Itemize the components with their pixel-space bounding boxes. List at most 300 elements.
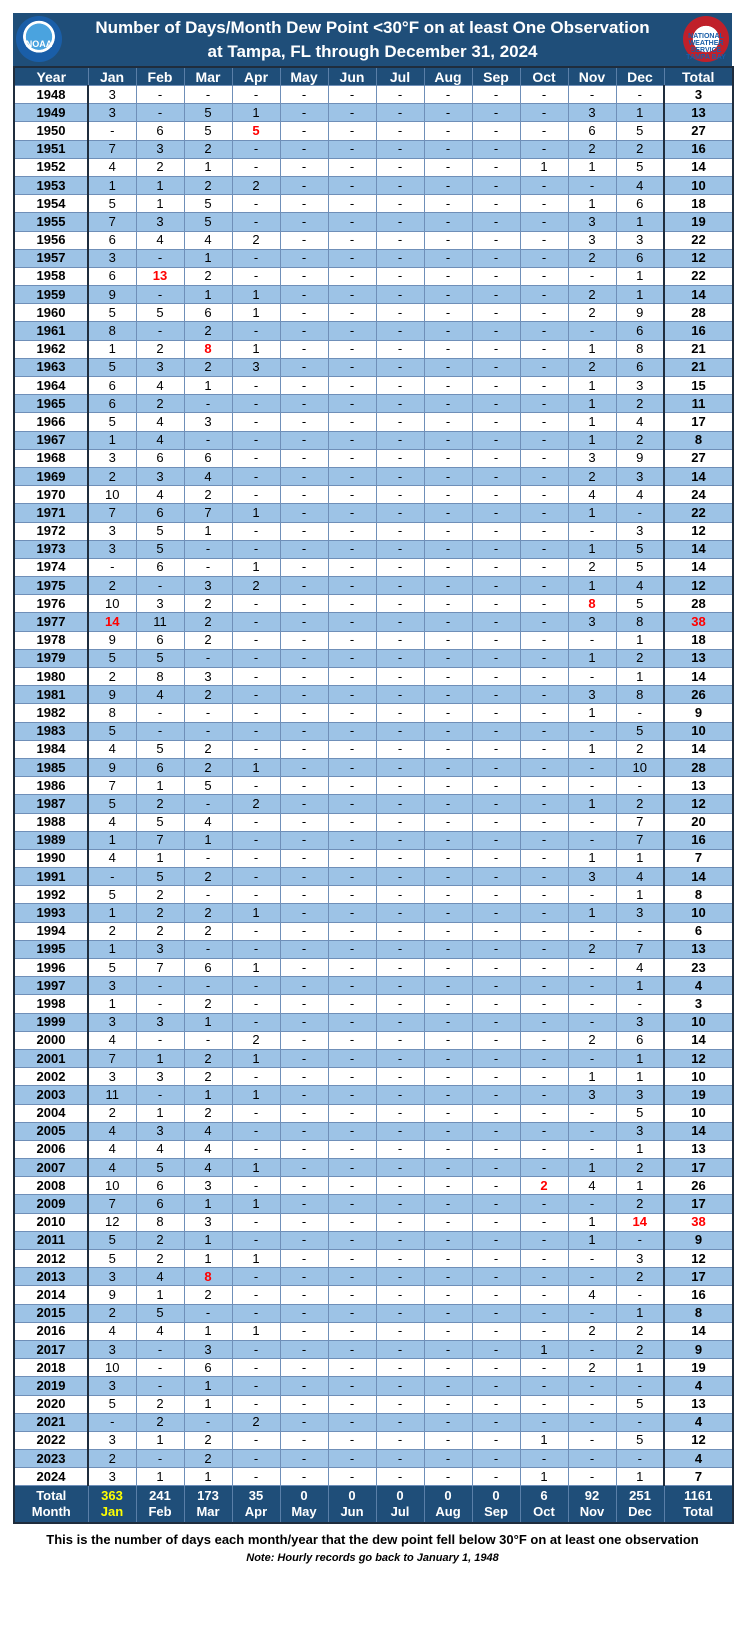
month-cell: 1	[616, 1177, 664, 1195]
year-cell: 1964	[14, 377, 88, 395]
month-cell: 12	[88, 1213, 136, 1231]
month-cell: -	[520, 995, 568, 1013]
month-cell: 4	[616, 577, 664, 595]
month-cell: 3	[616, 231, 664, 249]
table-row	[14, 467, 733, 485]
month-cell: 3	[136, 213, 184, 231]
header-oct: Oct	[520, 67, 568, 86]
month-cell: -	[376, 304, 424, 322]
month-cell: -	[568, 86, 616, 104]
month-cell: -	[424, 377, 472, 395]
month-cell: 1	[136, 1431, 184, 1449]
month-cell: -	[328, 1268, 376, 1286]
month-cell: -	[472, 868, 520, 886]
month-cell: -	[424, 158, 472, 176]
year-total-cell: 14	[664, 540, 733, 558]
month-cell: -	[520, 558, 568, 576]
month-cell: 4	[136, 486, 184, 504]
month-cell: -	[328, 395, 376, 413]
month-cell: -	[568, 1304, 616, 1322]
month-cell: -	[280, 995, 328, 1013]
month-cell: -	[520, 340, 568, 358]
month-cell: -	[616, 777, 664, 795]
month-cell: 2	[88, 467, 136, 485]
month-cell: -	[136, 577, 184, 595]
month-cell: 1	[136, 195, 184, 213]
month-cell: 2	[184, 358, 232, 376]
month-cell: -	[376, 1122, 424, 1140]
month-cell: -	[376, 977, 424, 995]
month-cell: -	[520, 1086, 568, 1104]
month-cell: -	[232, 613, 280, 631]
month-cell: -	[472, 922, 520, 940]
month-cell: 3	[88, 1013, 136, 1031]
year-cell: 2001	[14, 1049, 88, 1067]
month-cell: 2	[568, 140, 616, 158]
month-cell: 1	[568, 904, 616, 922]
month-cell: -	[328, 1159, 376, 1177]
month-cell: -	[424, 104, 472, 122]
month-cell: -	[280, 104, 328, 122]
month-cell: -	[520, 722, 568, 740]
month-cell: -	[328, 868, 376, 886]
month-cell: -	[376, 195, 424, 213]
month-cell: -	[424, 231, 472, 249]
month-cell: -	[376, 1177, 424, 1195]
month-cell: -	[232, 1177, 280, 1195]
month-cell: 1	[184, 522, 232, 540]
month-cell: 5	[616, 595, 664, 613]
table-row	[14, 322, 733, 340]
month-cell: 2	[184, 1049, 232, 1067]
year-total-cell: 12	[664, 1431, 733, 1449]
month-cell: -	[472, 1250, 520, 1268]
month-cell: -	[520, 104, 568, 122]
footer-total-cell	[520, 1486, 568, 1524]
month-cell: 2	[136, 904, 184, 922]
month-cell: -	[520, 195, 568, 213]
month-cell: -	[616, 922, 664, 940]
month-cell: -	[280, 1431, 328, 1449]
month-cell: -	[136, 1377, 184, 1395]
month-cell: -	[232, 1213, 280, 1231]
month-cell: -	[328, 540, 376, 558]
month-cell: -	[328, 1195, 376, 1213]
month-cell: -	[280, 1122, 328, 1140]
month-cell: -	[424, 1340, 472, 1358]
month-cell: -	[328, 1122, 376, 1140]
month-cell: 1	[568, 1231, 616, 1249]
year-cell: 2017	[14, 1340, 88, 1358]
month-cell: -	[472, 1140, 520, 1158]
month-cell: 2	[616, 395, 664, 413]
month-cell: -	[232, 195, 280, 213]
month-cell: -	[376, 922, 424, 940]
month-cell: -	[520, 1013, 568, 1031]
month-cell: -	[424, 1086, 472, 1104]
table-row	[14, 267, 733, 285]
table-row	[14, 304, 733, 322]
month-cell: -	[472, 1431, 520, 1449]
year-total-cell: 10	[664, 1068, 733, 1086]
month-cell: -	[472, 449, 520, 467]
month-cell: 3	[136, 467, 184, 485]
month-cell: 14	[88, 613, 136, 631]
month-cell: -	[184, 940, 232, 958]
month-cell: -	[520, 231, 568, 249]
month-cell: -	[568, 777, 616, 795]
month-cell: -	[520, 649, 568, 667]
year-total-cell: 38	[664, 1213, 733, 1231]
year-cell: 1974	[14, 558, 88, 576]
table-row	[14, 613, 733, 631]
month-cell: -	[424, 213, 472, 231]
month-cell: 6	[136, 758, 184, 776]
month-cell: -	[472, 540, 520, 558]
month-cell: 4	[136, 413, 184, 431]
month-cell: 2	[184, 267, 232, 285]
month-cell: 4	[136, 1140, 184, 1158]
year-cell: 1998	[14, 995, 88, 1013]
footer-label	[14, 1486, 88, 1524]
month-cell: 5	[616, 1104, 664, 1122]
year-total-cell: 7	[664, 849, 733, 867]
year-total-cell: 14	[664, 868, 733, 886]
year-cell: 1988	[14, 813, 88, 831]
month-cell: 1	[184, 831, 232, 849]
month-cell: -	[520, 413, 568, 431]
month-cell: -	[280, 304, 328, 322]
month-cell: -	[328, 449, 376, 467]
month-cell: -	[424, 140, 472, 158]
month-cell: -	[424, 959, 472, 977]
month-cell: 1	[232, 304, 280, 322]
year-total-cell: 14	[664, 740, 733, 758]
month-cell: 4	[568, 486, 616, 504]
month-cell: 2	[616, 1268, 664, 1286]
month-cell: -	[328, 176, 376, 194]
footer-month-label: Aug	[435, 1504, 461, 1520]
month-cell: -	[472, 467, 520, 485]
month-cell: 3	[616, 467, 664, 485]
month-cell: -	[328, 340, 376, 358]
footer-total-cell	[568, 1486, 616, 1524]
month-cell: -	[328, 777, 376, 795]
year-cell: 1981	[14, 686, 88, 704]
footer-month-label: Apr	[244, 1504, 268, 1520]
table-row	[14, 395, 733, 413]
month-cell: 8	[616, 686, 664, 704]
month-cell: 3	[616, 1250, 664, 1268]
month-cell: -	[280, 140, 328, 158]
month-cell: -	[568, 322, 616, 340]
month-cell: 10	[616, 758, 664, 776]
year-cell: 2006	[14, 1140, 88, 1158]
month-cell: -	[520, 140, 568, 158]
year-cell: 2010	[14, 1213, 88, 1231]
month-cell: -	[424, 340, 472, 358]
month-cell: -	[232, 1122, 280, 1140]
month-cell: -	[424, 722, 472, 740]
month-cell: -	[568, 267, 616, 285]
month-cell: -	[472, 1322, 520, 1340]
year-total-cell: 8	[664, 431, 733, 449]
year-cell: 2005	[14, 1122, 88, 1140]
month-cell: -	[280, 922, 328, 940]
month-cell: -	[376, 649, 424, 667]
month-cell: 5	[616, 158, 664, 176]
month-cell: -	[472, 740, 520, 758]
year-total-cell: 12	[664, 1250, 733, 1268]
month-cell: 6	[136, 1177, 184, 1195]
month-cell: -	[424, 504, 472, 522]
month-cell: -	[232, 140, 280, 158]
month-cell: -	[472, 1086, 520, 1104]
month-cell: -	[328, 649, 376, 667]
month-cell: -	[568, 1013, 616, 1031]
month-cell: -	[616, 1377, 664, 1395]
month-cell: -	[520, 467, 568, 485]
table-row	[14, 158, 733, 176]
month-cell: -	[520, 831, 568, 849]
footer-month-label: Jan	[100, 1504, 124, 1520]
footer-label-bottom: Month	[31, 1504, 71, 1520]
month-cell: -	[616, 1286, 664, 1304]
table-row	[14, 595, 733, 613]
year-total-cell: 19	[664, 1359, 733, 1377]
month-cell: -	[520, 886, 568, 904]
month-cell: -	[472, 86, 520, 104]
month-cell: -	[520, 795, 568, 813]
month-cell: 1	[88, 176, 136, 194]
month-cell: -	[424, 1122, 472, 1140]
year-cell: 2003	[14, 1086, 88, 1104]
year-total-cell: 12	[664, 577, 733, 595]
month-cell: -	[520, 304, 568, 322]
month-cell: 1	[136, 1286, 184, 1304]
year-cell: 1958	[14, 267, 88, 285]
month-cell: -	[328, 1250, 376, 1268]
month-cell: 1	[232, 104, 280, 122]
month-cell: 1	[616, 849, 664, 867]
month-cell: -	[136, 1340, 184, 1358]
table-row	[14, 86, 733, 104]
year-total-cell: 23	[664, 959, 733, 977]
month-cell: -	[280, 1450, 328, 1468]
month-cell: -	[280, 1231, 328, 1249]
year-total-cell: 17	[664, 1268, 733, 1286]
month-cell: -	[328, 1068, 376, 1086]
month-cell: 6	[616, 249, 664, 267]
month-cell: 3	[616, 377, 664, 395]
month-cell: -	[472, 813, 520, 831]
month-cell: 4	[616, 486, 664, 504]
month-cell: 3	[88, 1377, 136, 1395]
month-cell: -	[280, 467, 328, 485]
month-cell: -	[424, 1231, 472, 1249]
month-cell: -	[568, 1468, 616, 1486]
month-cell: -	[568, 722, 616, 740]
month-cell: -	[280, 1268, 328, 1286]
month-cell: -	[328, 431, 376, 449]
month-cell: -	[376, 1013, 424, 1031]
month-cell: 2	[88, 577, 136, 595]
month-cell: -	[520, 449, 568, 467]
month-cell: -	[280, 1413, 328, 1431]
month-cell: 4	[184, 467, 232, 485]
month-cell: -	[472, 1195, 520, 1213]
month-cell: -	[424, 86, 472, 104]
month-cell: -	[376, 358, 424, 376]
month-cell: -	[376, 613, 424, 631]
month-cell: -	[328, 631, 376, 649]
month-cell: 2	[568, 1359, 616, 1377]
month-cell: -	[376, 1049, 424, 1067]
year-total-cell: 12	[664, 522, 733, 540]
month-cell: 1	[568, 540, 616, 558]
month-cell: 9	[88, 1286, 136, 1304]
month-cell: -	[232, 649, 280, 667]
month-cell: -	[376, 1086, 424, 1104]
month-cell: -	[280, 431, 328, 449]
year-total-cell: 22	[664, 267, 733, 285]
month-cell: 3	[616, 1086, 664, 1104]
month-cell: -	[376, 1286, 424, 1304]
year-total-cell: 12	[664, 795, 733, 813]
month-cell: -	[520, 176, 568, 194]
month-cell: -	[568, 1450, 616, 1468]
table-row	[14, 176, 733, 194]
month-cell: -	[376, 158, 424, 176]
month-cell: 4	[616, 959, 664, 977]
month-cell: 8	[136, 1213, 184, 1231]
month-cell: -	[328, 377, 376, 395]
month-cell: -	[280, 449, 328, 467]
year-cell: 1969	[14, 467, 88, 485]
month-cell: 6	[184, 304, 232, 322]
month-cell: -	[280, 868, 328, 886]
month-cell: -	[424, 977, 472, 995]
month-cell: -	[520, 849, 568, 867]
month-cell: 7	[88, 213, 136, 231]
table-row	[14, 1104, 733, 1122]
footer-total-cell	[184, 1486, 232, 1524]
month-cell: -	[472, 904, 520, 922]
month-cell: 1	[184, 249, 232, 267]
month-cell: 11	[88, 1086, 136, 1104]
month-cell: -	[232, 1359, 280, 1377]
month-cell: -	[232, 158, 280, 176]
year-cell: 1960	[14, 304, 88, 322]
month-cell: -	[424, 1322, 472, 1340]
month-cell: -	[376, 831, 424, 849]
month-cell: 5	[88, 886, 136, 904]
table-row	[14, 1231, 733, 1249]
month-cell: 1	[88, 431, 136, 449]
month-cell: 6	[136, 631, 184, 649]
month-cell: -	[328, 467, 376, 485]
month-cell: -	[184, 1031, 232, 1049]
month-cell: -	[376, 758, 424, 776]
footer-month-label: Dec	[628, 1504, 652, 1520]
table-row	[14, 1049, 733, 1067]
month-cell: -	[232, 467, 280, 485]
year-cell: 1977	[14, 613, 88, 631]
header-jun: Jun	[328, 67, 376, 86]
month-cell: -	[568, 1268, 616, 1286]
month-cell: -	[520, 1104, 568, 1122]
year-cell: 1980	[14, 668, 88, 686]
year-total-cell: 21	[664, 358, 733, 376]
month-cell: -	[280, 558, 328, 576]
month-cell: -	[376, 1377, 424, 1395]
month-cell: 2	[616, 649, 664, 667]
year-total-cell: 28	[664, 758, 733, 776]
footer-total-value: 6	[540, 1488, 548, 1504]
month-cell: 4	[136, 431, 184, 449]
month-cell: 2	[568, 940, 616, 958]
month-cell: 2	[184, 1431, 232, 1449]
month-cell: -	[280, 122, 328, 140]
month-cell: -	[376, 995, 424, 1013]
month-cell: -	[424, 267, 472, 285]
year-cell: 1972	[14, 522, 88, 540]
month-cell: -	[88, 122, 136, 140]
table-row	[14, 722, 733, 740]
month-cell: -	[424, 1359, 472, 1377]
month-cell: -	[520, 868, 568, 886]
month-cell: -	[376, 1140, 424, 1158]
month-cell: -	[280, 686, 328, 704]
month-cell: -	[424, 758, 472, 776]
month-cell: -	[472, 267, 520, 285]
month-cell: -	[424, 1159, 472, 1177]
month-cell: 6	[88, 267, 136, 285]
month-cell: -	[472, 686, 520, 704]
month-cell: -	[280, 1140, 328, 1158]
month-cell: -	[472, 322, 520, 340]
month-cell: -	[232, 595, 280, 613]
month-cell: 5	[136, 740, 184, 758]
month-cell: 2	[184, 322, 232, 340]
month-cell: 1	[184, 377, 232, 395]
footer-total-cell	[280, 1486, 328, 1524]
month-cell: -	[376, 1068, 424, 1086]
month-cell: -	[472, 1068, 520, 1086]
month-cell: 3	[616, 522, 664, 540]
month-cell: -	[376, 249, 424, 267]
month-cell: -	[472, 1268, 520, 1286]
month-cell: -	[472, 795, 520, 813]
month-cell: 5	[184, 213, 232, 231]
month-cell: -	[376, 1268, 424, 1286]
month-cell: -	[232, 1013, 280, 1031]
month-cell: -	[376, 522, 424, 540]
footer-total-value: 241	[149, 1488, 171, 1504]
month-cell: -	[424, 668, 472, 686]
month-cell: -	[472, 1413, 520, 1431]
month-cell: -	[472, 758, 520, 776]
title-line-2: at Tampa, FL through December 31, 2024	[207, 42, 538, 61]
month-cell: -	[520, 86, 568, 104]
month-cell: -	[424, 704, 472, 722]
footer-total-cell	[472, 1486, 520, 1524]
month-cell: -	[328, 1413, 376, 1431]
month-cell: -	[184, 558, 232, 576]
year-cell: 1978	[14, 631, 88, 649]
table-row	[14, 1250, 733, 1268]
month-cell: 6	[136, 558, 184, 576]
